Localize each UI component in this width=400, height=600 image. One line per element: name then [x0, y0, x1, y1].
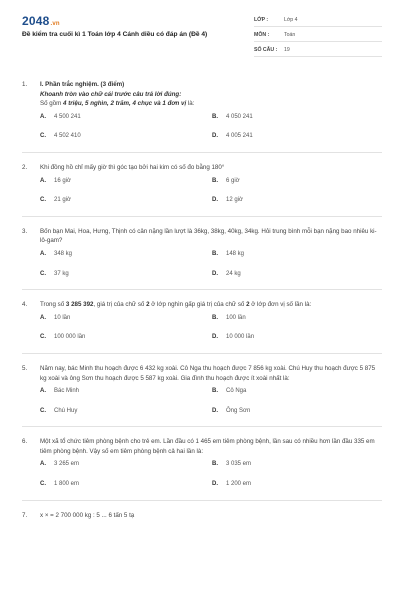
option-a[interactable]: A. 10 lần: [40, 314, 71, 321]
question-number: 3.: [22, 227, 28, 235]
question-number: 6.: [22, 438, 28, 446]
answer-options: [40, 177, 382, 206]
meta-label: SỐ CÂU :: [254, 47, 278, 53]
meta-row-count: [254, 44, 382, 57]
option-d[interactable]: D. 1 200 em: [212, 481, 252, 488]
option-b[interactable]: B. 6 giờ: [212, 177, 240, 184]
question-4: [22, 300, 382, 343]
question-6: [22, 437, 382, 489]
divider: [22, 353, 382, 354]
divider: [22, 216, 382, 217]
question-number: 1.: [22, 81, 28, 88]
document-header: [22, 14, 382, 64]
option-d[interactable]: D. 12 giờ: [212, 197, 243, 204]
logo-suffix: .vn: [50, 21, 60, 27]
site-logo[interactable]: [22, 14, 60, 28]
answer-options: [40, 113, 382, 142]
divider: [22, 426, 382, 427]
option-c[interactable]: C. 1 800 em: [40, 481, 80, 488]
option-a[interactable]: A. 4 500 241: [40, 113, 81, 120]
meta-value: Toán: [284, 32, 296, 38]
answer-options: [40, 387, 382, 416]
question-5: [22, 364, 382, 416]
option-c[interactable]: C. 21 giờ: [40, 197, 71, 204]
document-title: Đề kiểm tra cuối kì 1 Toán lớp 4 Cánh diều có đáp án (Đề 4): [22, 31, 208, 38]
answer-options: [40, 250, 382, 279]
question-7: [22, 511, 382, 521]
answer-options: [40, 314, 382, 343]
option-a[interactable]: A. Bác Minh: [40, 388, 80, 395]
divider: [22, 152, 382, 153]
question-text: Số gồm 4 triệu, 5 nghìn, 2 trăm, 4 chục và 1 đơn vị là:: [40, 100, 195, 108]
meta-row-subject: [254, 29, 382, 42]
question-number: 5.: [22, 364, 28, 372]
option-b[interactable]: B. Cô Nga: [212, 388, 247, 395]
question-number: 7.: [22, 511, 28, 519]
question-text: Trong số 3 285 392, giá trị của chữ số 2 ở lớp nghìn gấp giá trị của chữ số 2 ở lớp đơn vị số lần là:: [40, 301, 312, 309]
section-heading: I. Phần trắc nghiệm. (3 điểm): [40, 81, 125, 88]
instruction-text: Khoanh tròn vào chữ cái trước câu trả lời đúng:: [40, 90, 182, 98]
option-d[interactable]: D. 24 kg: [212, 270, 241, 277]
option-b[interactable]: B. 148 kg: [212, 250, 245, 257]
option-a[interactable]: A. 3 265 em: [40, 461, 80, 468]
option-b[interactable]: B. 4 050 241: [212, 113, 253, 120]
meta-label: MÔN :: [254, 32, 270, 38]
question-text: Một xã tổ chức tiêm phòng bệnh cho trẻ em. Lần đầu có 1 465 em tiêm phòng bệnh, lần sau có nhiều hơn lần đầu 335 em tiêm phòng bệnh. Vậy số em tiêm phòng bệnh cả hai lần là:: [40, 438, 375, 455]
meta-row-class: [254, 14, 382, 27]
answer-options: [40, 460, 382, 489]
question-2: [22, 163, 382, 206]
option-a[interactable]: A. 348 kg: [40, 250, 73, 257]
option-d[interactable]: D. Ông Sơn: [212, 407, 251, 414]
question-text: Bốn bạn Mai, Hoa, Hưng, Thịnh có cân nặng lần lượt là 36kg, 38kg, 40kg, 34kg. Hỏi trung bình mỗi bạn nặng bao nhiêu ki-lô-gam?: [40, 227, 377, 245]
option-b[interactable]: B. 3 035 em: [212, 461, 252, 468]
question-text: x × = 2 700 000 kg : 5 ... 6 tấn 5 tạ: [40, 511, 135, 519]
meta-value: 19: [284, 47, 290, 53]
option-c[interactable]: C. Chú Huy: [40, 407, 78, 414]
question-list: [22, 80, 382, 520]
option-d[interactable]: D. 10 000 lần: [212, 334, 255, 341]
meta-value: Lớp 4: [284, 17, 298, 23]
logo-text: 2048: [22, 14, 50, 28]
option-c[interactable]: C. 100 000 lần: [40, 334, 86, 341]
question-1: [22, 80, 382, 142]
divider: [22, 289, 382, 290]
option-c[interactable]: C. 37 kg: [40, 270, 69, 277]
question-number: 2.: [22, 163, 28, 171]
option-c[interactable]: C. 4 502 410: [40, 133, 81, 140]
option-b[interactable]: B. 100 lần: [212, 314, 246, 321]
divider: [22, 500, 382, 501]
question-3: [22, 227, 382, 279]
meta-label: LỚP :: [254, 17, 269, 23]
question-text: Năm nay, bác Minh thu hoạch được 6 432 kg xoài. Cô Nga thu hoạch được 7 856 kg xoài. Chú Huy thu hoạch được 5 875 kg xoài và ông Sơn thu hoạch được 5 587 kg xoài. Gia đình thu hoạch được ít xoài nhất là:: [40, 364, 376, 382]
question-text: Khi đồng hồ chỉ mấy giờ thì góc tạo bởi hai kim có số đo bằng 180°: [40, 163, 225, 171]
question-number: 4.: [22, 301, 28, 309]
meta-table: [254, 14, 382, 59]
option-a[interactable]: A. 16 giờ: [40, 177, 71, 184]
option-d[interactable]: D. 4 005 241: [212, 133, 253, 140]
